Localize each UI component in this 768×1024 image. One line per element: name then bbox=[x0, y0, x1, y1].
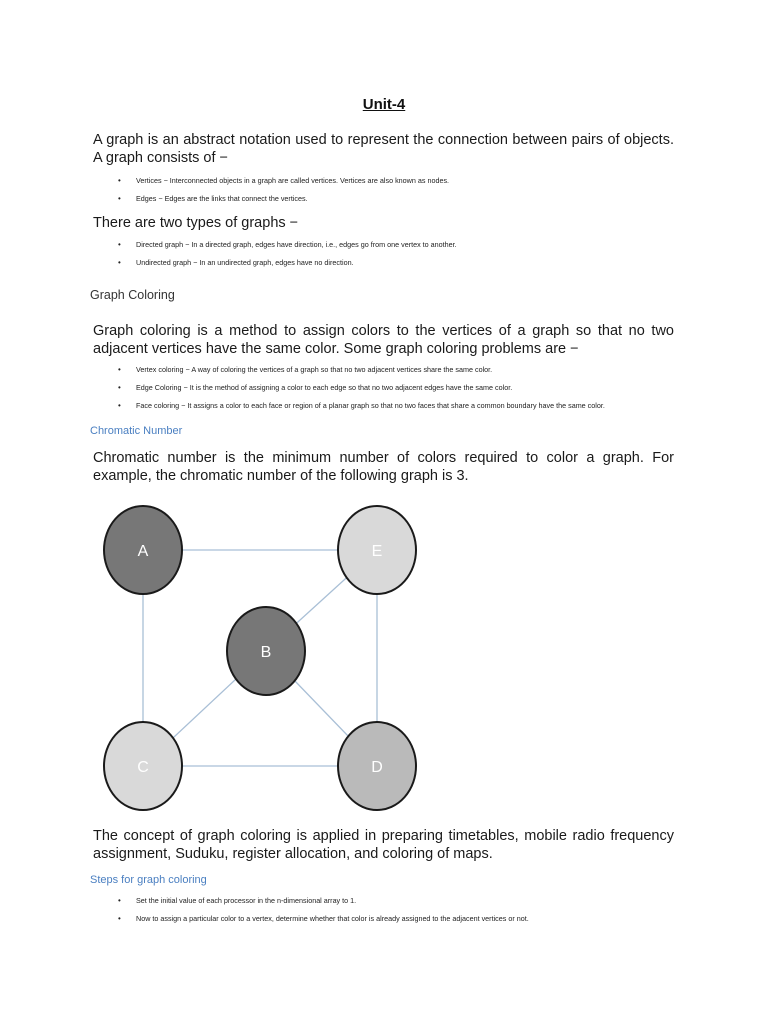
chromatic-number-heading: Chromatic Number bbox=[90, 425, 183, 437]
graph-types-paragraph: There are two types of graphs − bbox=[93, 215, 299, 231]
list-item: • Vertices − Interconnected objects in a graph are called vertices. Vertices are also known as nodes. bbox=[118, 176, 698, 186]
applications-paragraph: The concept of graph coloring is applied in preparing timetables, mobile radio frequency assignment, Suduku, register allocation, and coloring of maps. bbox=[93, 828, 674, 862]
graph-node-label-b: B bbox=[260, 644, 272, 661]
list-item: • Face coloring − It assigns a color to each face or region of a planar graph so that no two faces that share a common boundary have the same color. bbox=[118, 401, 698, 411]
chromatic-number-paragraph: Chromatic number is the minimum number of colors required to color a graph. For example, the chromatic number of the following graph is 3. bbox=[93, 450, 674, 484]
steps-bullet-list bbox=[118, 896, 698, 924]
list-item: • Now to assign a particular color to a vertex, determine whether that color is already assigned to the adjacent vertices or not. bbox=[118, 914, 698, 924]
page-title: Unit-4 bbox=[362, 96, 406, 113]
intro-paragraph: A graph is an abstract notation used to represent the connection between pairs of objects. A graph consists of − bbox=[93, 132, 674, 166]
list-item: • Set the initial value of each processor in the n-dimensional array to 1. bbox=[118, 896, 698, 906]
list-item: • Vertex coloring − A way of coloring the vertices of a graph so that no two adjacent vertices share the same color. bbox=[118, 365, 698, 375]
list-item: • Undirected graph − In an undirected graph, edges have no direction. bbox=[118, 258, 698, 268]
list-item: • Edges − Edges are the links that connect the vertices. bbox=[118, 194, 698, 204]
graph-node-label-d: D bbox=[371, 759, 383, 776]
list-item: • Directed graph − In a directed graph, edges have direction, i.e., edges go from one vertex to another. bbox=[118, 240, 698, 250]
list-item: • Edge Coloring − It is the method of assigning a color to each edge so that no two adjacent edges have the same color. bbox=[118, 383, 698, 393]
graph-node-label-e: E bbox=[371, 543, 383, 560]
graph-node-label-c: C bbox=[137, 759, 149, 776]
graph-node-label-a: A bbox=[137, 543, 149, 560]
steps-heading: Steps for graph coloring bbox=[90, 874, 207, 886]
graph-coloring-paragraph: Graph coloring is a method to assign colors to the vertices of a graph so that no two adjacent vertices have the same color. Some graph coloring problems are − bbox=[93, 323, 674, 357]
graph-coloring-heading: Graph Coloring bbox=[90, 288, 175, 302]
